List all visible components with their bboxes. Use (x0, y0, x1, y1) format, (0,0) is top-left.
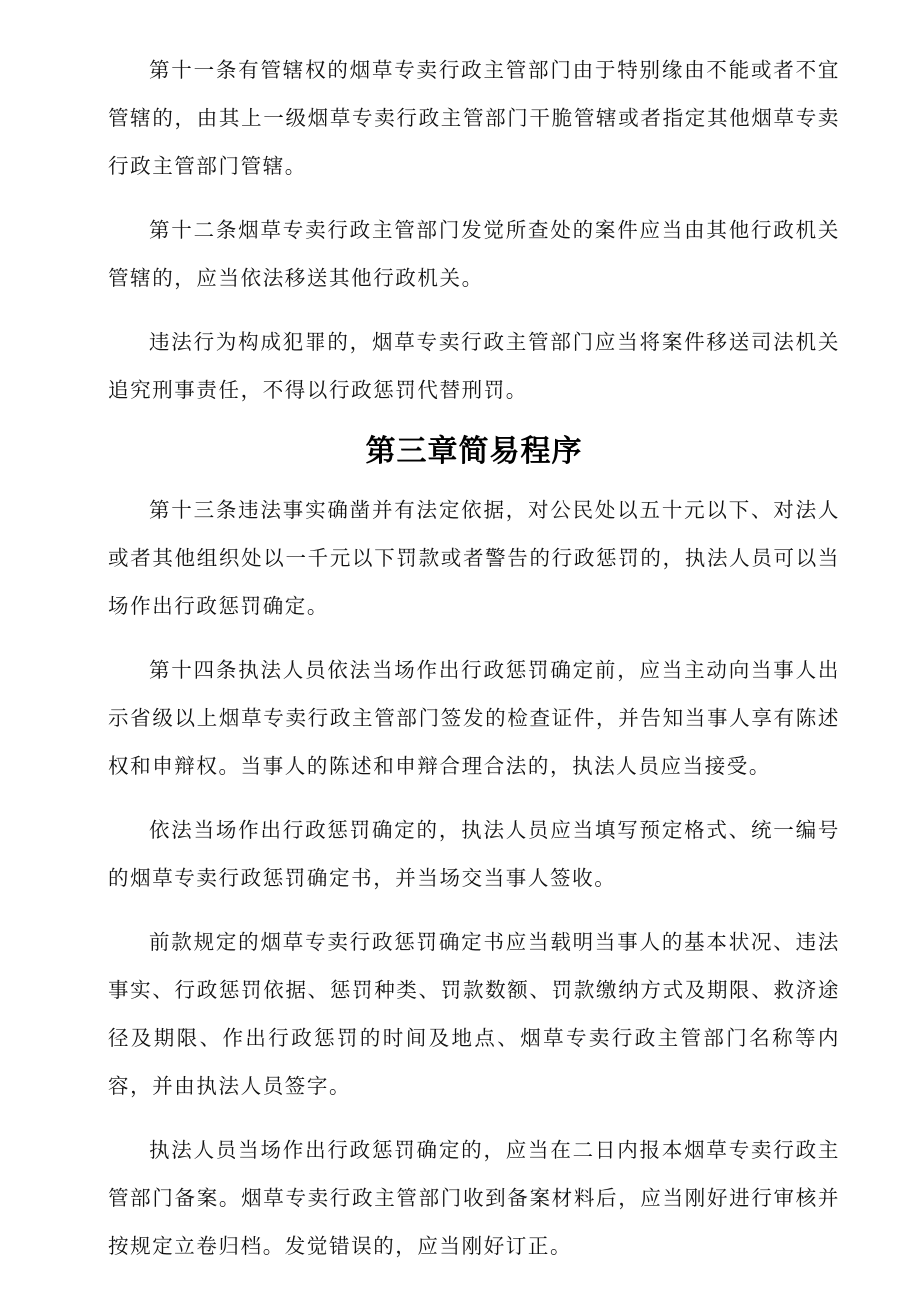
article-13-paragraph: 第十三条违法事实确凿并有法定依据，对公民处以五十元以下、对法人或者其他组织处以一千元以下罚款或者警告的行政惩罚的，执法人员可以当场作出行政惩罚确定。 (108, 498, 840, 618)
document-page (108, 46, 840, 1286)
article-12-paragraph: 第十二条烟草专卖行政主管部门发觉所查处的案件应当由其他行政机关管辖的，应当依法移送其他行政机关。 (108, 218, 840, 290)
criminal-referral-paragraph: 违法行为构成犯罪的，烟草专卖行政主管部门应当将案件移送司法机关追究刑事责任，不得以行政惩罚代替刑罚。 (108, 330, 840, 402)
chapter-title: 第三章简易程序 (365, 434, 583, 469)
decision-contents-paragraph: 前款规定的烟草专卖行政惩罚确定书应当载明当事人的基本状况、违法事实、行政惩罚依据、惩罚种类、罚款数额、罚款缴纳方式及期限、救济途径及期限、作出行政惩罚的时间及地点、烟草专卖行政主管部门名称等内容，并由执法人员签字。 (108, 930, 840, 1098)
article-14-paragraph: 第十四条执法人员依法当场作出行政惩罚确定前，应当主动向当事人出示省级以上烟草专卖行政主管部门签发的检查证件，并告知当事人享有陈述权和申辩权。当事人的陈述和申辩合理合法的，执法人员应当接受。 (108, 658, 840, 778)
filing-paragraph: 执法人员当场作出行政惩罚确定的，应当在二日内报本烟草专卖行政主管部门备案。烟草专卖行政主管部门收到备案材料后，应当刚好进行审核并按规定立卷归档。发觉错误的，应当刚好订正。 (108, 1138, 840, 1258)
on-site-decision-paragraph: 依法当场作出行政惩罚确定的，执法人员应当填写预定格式、统一编号的烟草专卖行政惩罚确定书，并当场交当事人签收。 (108, 818, 840, 890)
article-11-paragraph: 第十一条有管辖权的烟草专卖行政主管部门由于特别缘由不能或者不宜管辖的，由其上一级烟草专卖行政主管部门干脆管辖或者指定其他烟草专卖行政主管部门管辖。 (108, 58, 840, 178)
